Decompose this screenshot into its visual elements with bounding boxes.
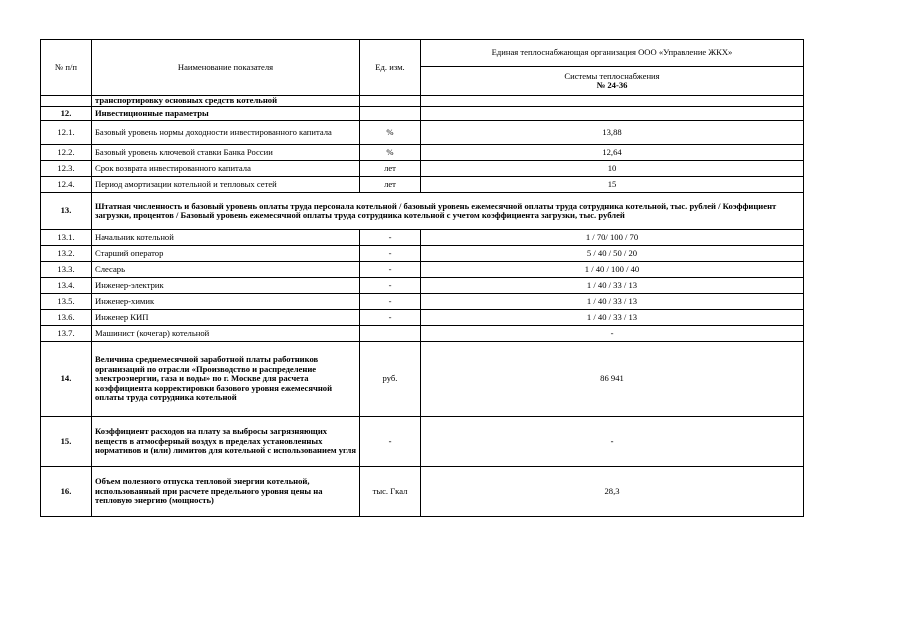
- table-header-row: [41, 40, 804, 67]
- header-name: Наименование показателя: [92, 40, 360, 96]
- header-systems-number: № 24-36: [596, 80, 628, 90]
- row-value: 86 941: [421, 342, 804, 417]
- row-value: 28,3: [421, 467, 804, 517]
- row-name: Старший оператор: [92, 246, 360, 262]
- row-num: 13.3.: [41, 262, 92, 278]
- table-row: [41, 310, 804, 326]
- table-row: [41, 145, 804, 161]
- row-name: Инженер-химик: [92, 294, 360, 310]
- row-name: Машинист (кочегар) котельной: [92, 326, 360, 342]
- table-row: [41, 177, 804, 193]
- header-num: № п/п: [41, 40, 92, 96]
- row-value: 15: [421, 177, 804, 193]
- row-name: Инвестиционные параметры: [92, 107, 360, 121]
- row-unit: [360, 96, 421, 107]
- row-value: -: [421, 417, 804, 467]
- table-row: [41, 193, 804, 230]
- row-unit: -: [360, 294, 421, 310]
- row-name: Базовый уровень нормы доходности инвестированного капитала: [92, 121, 360, 145]
- row-num: 13.2.: [41, 246, 92, 262]
- table-row: [41, 326, 804, 342]
- row-num: 16.: [41, 467, 92, 517]
- row-num: 15.: [41, 417, 92, 467]
- row-num: 14.: [41, 342, 92, 417]
- document-page: [40, 39, 804, 517]
- row-num: 13.4.: [41, 278, 92, 294]
- row-unit: -: [360, 310, 421, 326]
- row-name: Инженер-электрик: [92, 278, 360, 294]
- row-unit: [360, 326, 421, 342]
- row-value: 13,88: [421, 121, 804, 145]
- header-systems-label: Системы теплоснабжения: [564, 70, 660, 81]
- row-name: Коэффициент расходов на плату за выбросы загрязняющих веществ в атмосферный воздух в пределах установленных нормативов и (или) лимитов для котельной с использованием угля: [92, 417, 360, 467]
- row-name: Начальник котельной: [92, 230, 360, 246]
- row-num: [41, 96, 92, 107]
- table-row: [41, 230, 804, 246]
- row-value: 12,64: [421, 145, 804, 161]
- row-unit: [360, 107, 421, 121]
- table-row: [41, 294, 804, 310]
- row-unit: лет: [360, 161, 421, 177]
- row-value: 1 / 40 / 33 / 13: [421, 310, 804, 326]
- table-row: [41, 262, 804, 278]
- row-value: [421, 96, 804, 107]
- row-num: 12.3.: [41, 161, 92, 177]
- header-systems: [421, 67, 804, 96]
- table-row: [41, 417, 804, 467]
- row-name: Штатная численность и базовый уровень оплаты труда персонала котельной / базовый уровень ежемесячной оплаты труда сотрудника котельной, тыс. рублей / Коэффициент загрузки, процентов / Базовый уровень ежемесячной оплаты труда сотрудника котельной с учетом коэффициента загрузки, тыс. рублей: [92, 193, 804, 230]
- row-value: -: [421, 326, 804, 342]
- row-unit: -: [360, 262, 421, 278]
- table-row: [41, 278, 804, 294]
- row-num: 13.5.: [41, 294, 92, 310]
- row-name: Объем полезного отпуска тепловой энергии котельной, использованный при расчете предельного уровня цены на тепловую энергию (мощность): [92, 467, 360, 517]
- row-value: 1 / 40 / 33 / 13: [421, 278, 804, 294]
- row-name: Срок возврата инвестированного капитала: [92, 161, 360, 177]
- row-name: Период амортизации котельной и тепловых сетей: [92, 177, 360, 193]
- header-unit: Ед. изм.: [360, 40, 421, 96]
- row-num: 12.2.: [41, 145, 92, 161]
- row-value: 5 / 40 / 50 / 20: [421, 246, 804, 262]
- row-value: [421, 107, 804, 121]
- row-unit: -: [360, 230, 421, 246]
- row-num: 13.6.: [41, 310, 92, 326]
- row-num: 13.: [41, 193, 92, 230]
- table-row: [41, 161, 804, 177]
- row-unit: руб.: [360, 342, 421, 417]
- row-num: 12.4.: [41, 177, 92, 193]
- row-num: 12.: [41, 107, 92, 121]
- row-unit: %: [360, 145, 421, 161]
- row-unit: -: [360, 278, 421, 294]
- table-row: [41, 342, 804, 417]
- row-name: Величина среднемесячной заработной платы работников организаций по отрасли «Производство и распределение электроэнергии, газа и воды» по г. Москве для расчета коэффициента корректировки базового уровня ежемесячной оплаты труда сотрудника котельной: [92, 342, 360, 417]
- header-organization: Единая теплоснабжающая организация ООО «Управление ЖКХ»: [421, 40, 804, 67]
- tariff-parameters-table: [40, 39, 804, 517]
- table-row: [41, 121, 804, 145]
- row-value: 1 / 40 / 33 / 13: [421, 294, 804, 310]
- row-num: 13.1.: [41, 230, 92, 246]
- row-name: Базовый уровень ключевой ставки Банка России: [92, 145, 360, 161]
- row-value: 1 / 40 / 100 / 40: [421, 262, 804, 278]
- row-unit: лет: [360, 177, 421, 193]
- row-num: 12.1.: [41, 121, 92, 145]
- row-name: Инженер КИП: [92, 310, 360, 326]
- row-name: транспортировку основных средств котельной: [92, 96, 360, 107]
- row-num: 13.7.: [41, 326, 92, 342]
- table-row: [41, 96, 804, 107]
- row-unit: %: [360, 121, 421, 145]
- table-row: [41, 467, 804, 517]
- row-unit: тыс. Гкал: [360, 467, 421, 517]
- row-value: 10: [421, 161, 804, 177]
- row-value: 1 / 70/ 100 / 70: [421, 230, 804, 246]
- row-unit: -: [360, 246, 421, 262]
- row-name: Слесарь: [92, 262, 360, 278]
- table-row: [41, 246, 804, 262]
- table-row: [41, 107, 804, 121]
- row-unit: -: [360, 417, 421, 467]
